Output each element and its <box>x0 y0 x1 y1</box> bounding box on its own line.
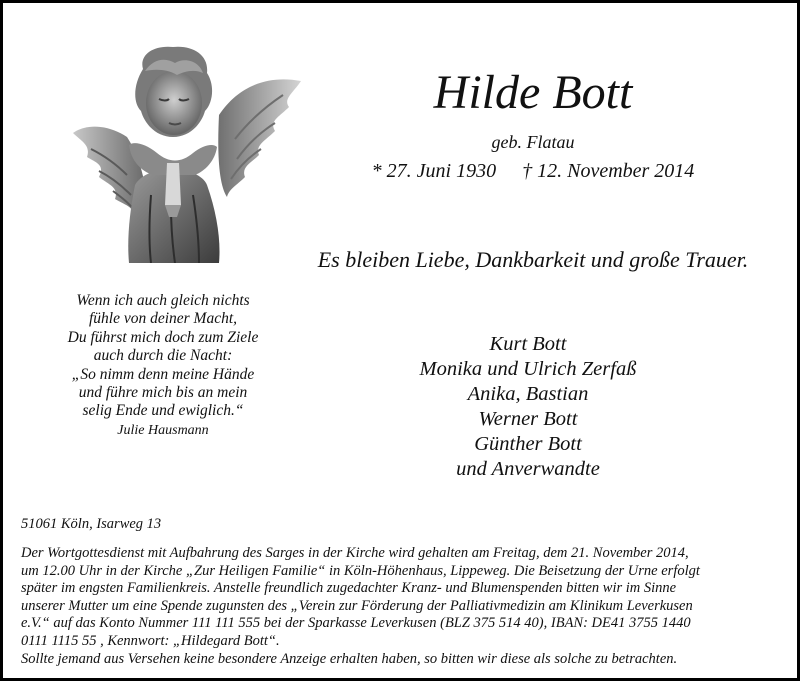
mourner: Werner Bott <box>478 408 578 430</box>
announcement-line: e.V.“ auf das Konto Nummer 111 111 555 bei der Sparkasse Leverkusen (BLZ 375 514 40), IBAN: DE41 3755 1440 <box>21 615 691 632</box>
poem <box>23 292 303 440</box>
poem-line: Wenn ich auch gleich nichts <box>76 292 250 309</box>
mourner: Anika, Bastian <box>467 383 589 405</box>
mourner: und Anverwandte <box>456 458 600 480</box>
tagline: Es bleiben Liebe, Dankbarkeit und große Trauer. <box>317 247 749 272</box>
poem-line: und führe mich bis an mein <box>78 384 248 402</box>
maiden-name: geb. Flatau <box>491 132 575 152</box>
poem-author: Julie Hausmann <box>117 422 209 438</box>
announcement-line: Der Wortgottesdienst mit Aufbahrung des Sarges in der Kirche wird gehalten am Freitag, dem 21. November 2014, <box>21 545 689 561</box>
birth-date: * 27. Juni 1930 <box>371 160 497 182</box>
family-address: 51061 Köln, Isarweg 13 <box>21 516 162 532</box>
mourner: Monika und Ulrich Zerfaß <box>419 358 637 380</box>
announcement-line: später im engsten Familienkreis. Anstelle freundlich zugedachter Kranz- und Blumenspenden bitten wir im Sinne <box>21 580 677 597</box>
mourners-list <box>373 332 683 482</box>
poem-line: „So nimm denn meine Hände <box>71 365 255 383</box>
poem-line: auch durch die Nacht: <box>93 347 233 365</box>
poem-line: fühle von deiner Macht, <box>88 310 238 328</box>
poem-line: selig Ende und ewiglich.“ <box>82 402 244 420</box>
announcement-line: Sollte jemand aus Versehen keine besondere Anzeige erhalten haben, so bitten wir diese als solche zu betrachten. <box>21 650 678 667</box>
praying-angel-icon <box>69 45 304 263</box>
mourner: Günther Bott <box>474 433 582 455</box>
deceased-name: Hilde Bott <box>433 66 633 119</box>
life-dates <box>343 160 723 183</box>
poem-line: Du führst mich doch zum Ziele <box>67 328 259 346</box>
service-announcement <box>21 545 783 668</box>
announcement-line: um 12.00 Uhr in der Kirche „Zur Heiligen Familie“ in Köln-Höhenhaus, Lippeweg. Die Beisetzung der Urne erfolgt <box>21 562 700 579</box>
announcement-line: unserer Mutter um eine Spende zugunsten des „Verein zur Förderung der Palliativmedizin am Klinikum Leverkusen <box>21 597 693 614</box>
death-date: † 12. November 2014 <box>522 160 695 182</box>
mourner: Kurt Bott <box>489 333 567 355</box>
announcement-line: 0111 1115 55 , Kennwort: „Hildegard Bott“. <box>21 632 280 649</box>
